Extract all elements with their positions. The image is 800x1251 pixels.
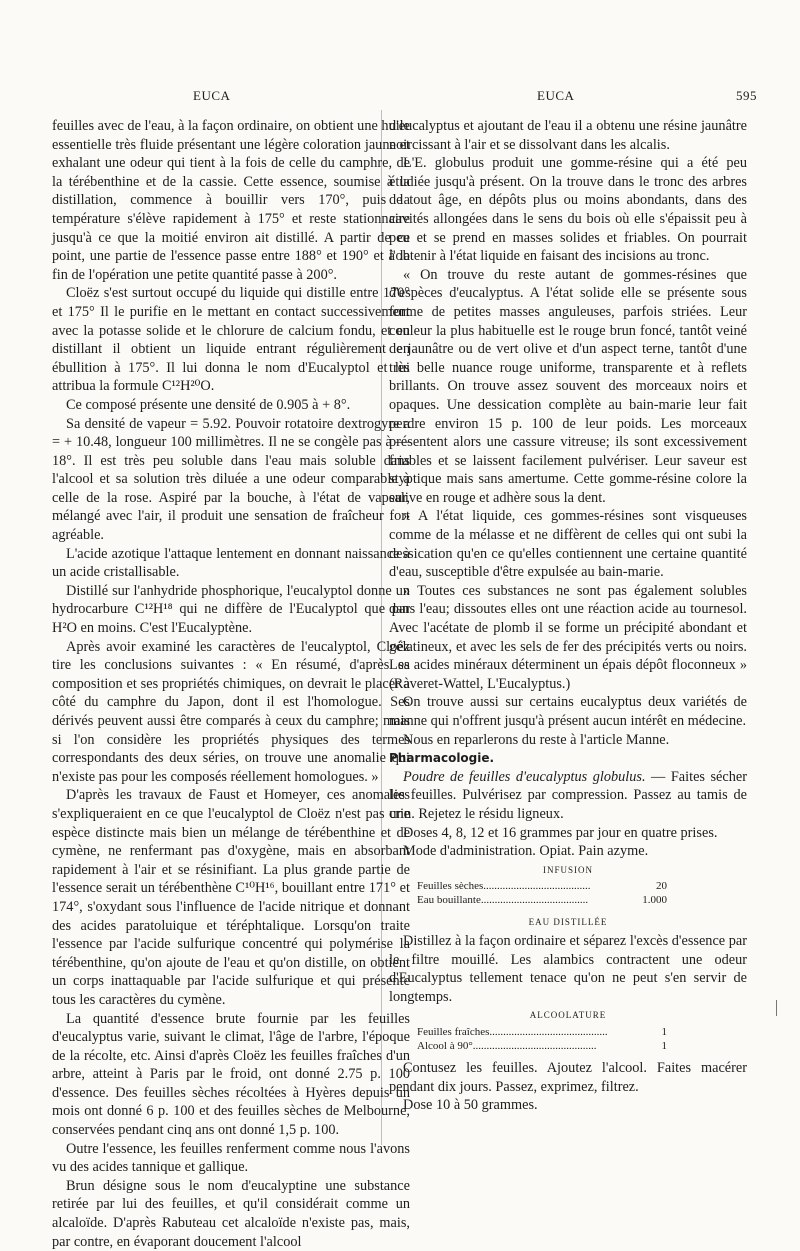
paragraph: Doses 4, 8, 12 et 16 grammes par jour en quatre prises.	[403, 824, 718, 841]
ingredient-name: Feuilles sèches.......................................	[417, 880, 591, 893]
ingredient-name: Eau bouillante.......................................	[417, 894, 589, 907]
ingredient-qty: 1	[661, 1039, 667, 1052]
paragraph: Ce composé présente une densité de 0.905 à + 8°.	[66, 396, 351, 413]
ingredient-name: Alcool à 90°.............................................	[417, 1039, 597, 1052]
paragraph: Distillé sur l'anhydride phosphorique, l'eucalyptol donne un hydrocarbure C¹²H¹⁸ qui ne diffère de l'Eucalyptol que par H²O en moins. C'est l'Eucalyptène.	[52, 582, 410, 637]
ingredient-qty: 20	[656, 880, 667, 893]
paragraph: Nous en reparlerons du reste à l'article Manne.	[403, 731, 670, 748]
paragraph: feuilles avec de l'eau, à la façon ordinaire, on obtient une huile essentielle très fluide présentant une légère coloration jaune et exhalant une odeur qui tient à la fois de celle du camphre, de la térébenthine et de la cassie. Cette essence, soumise à la distillation, commence à bouillir vers 170°, puis la température s'élève rapidement à 175° et reste stationnaire jusqu'à ce que la moitié environ ait distillé. A partir de ce point, une partie de l'essence passe entre 188° et 190° et à la fin de l'opération une petite quantité passe à 200°.	[52, 118, 410, 283]
running-head-left: EUCA	[193, 88, 231, 103]
table-row	[417, 893, 667, 907]
paragraph: Cloëz s'est surtout occupé du liquide qui distille entre 170° et 175° Il le purifie en le mettant en contact successivement avec la potasse solide et le chlorure de calcium fondu, et en distillant il obtient un liquide entrant régulièrement en ébullition à 175°. Il lui donna le nom d'Eucalyptol et lui attribua la formule C¹²H²⁰O.	[52, 285, 410, 395]
table-row	[417, 879, 667, 893]
paragraph: On trouve aussi sur certains eucalyptus deux variétés de manne qui n'offrent jusqu'à présent aucun intérêt en médecine.	[389, 694, 747, 729]
ingredient-qty: 1	[661, 1025, 667, 1038]
infusion-title: INFUSION	[542, 864, 593, 875]
page-number: 595	[736, 88, 757, 103]
infusion-table	[417, 879, 667, 907]
recipe-text: — Faites sécher les feuilles. Pulvérisez par compression. Passez au tamis de crin. Rejetez le résidu ligneux.	[389, 768, 747, 822]
paragraph: Dose 10 à 50 grammes.	[403, 1097, 538, 1114]
paragraph: L'E. globulus produit une gomme-résine qui a été peu étudiée jusqu'à présent. On la trouve dans le tronc des arbres de tout âge, en dépôts plus ou moins abondants, dans des cavités allongées dans le sens du bois où elle s'épaissit peu à peu et se prend en masses solides et friables. On pourrait l'obtenir à l'état liquide en faisant des incisions au tronc.	[389, 155, 747, 265]
alcoolature-table	[417, 1025, 667, 1053]
paragraph: Contusez les feuilles. Ajoutez l'alcool. Faites macérer pendant dix jours. Passez, exprimez, filtrez.	[389, 1059, 747, 1095]
paragraph: d'eucalyptus et ajoutant de l'eau il a obtenu une résine jaunâtre noircissant à l'air et se dissolvant dans les alcalis.	[389, 118, 747, 153]
paragraph: Brun désigne sous le nom d'eucalyptine une substance retirée par lui des feuilles, et qu'il considérait comme un alcaloïde. D'après Rabuteau cet alcaloïde n'existe pas, mais, par contre, en évaporant doucement l'alcool	[52, 1177, 410, 1250]
ingredient-name: Feuilles fraîches...........................................	[417, 1025, 608, 1038]
paragraph: » A l'état liquide, ces gommes-résines sont visqueuses comme de la mélasse et ne diffèrent de celles qui ont subi la dessication qu'en ce qu'elles contiennent une certaine quantité d'eau, susceptible d'être expulsée au bain-marie.	[389, 508, 747, 581]
table-row	[417, 1039, 667, 1053]
paragraph: « On trouve du reste autant de gommes-résines que d'espèces d'eucalyptus. A l'état solide elle se présente sous forme de petites masses anguleuses, parfois striées. Leur couleur la plus habituelle est le rouge brun foncé, tantôt veiné de jaunâtre ou de vert olive et d'un aspect terne, tantôt d'une très belle nuance rouge uniforme, transparente et à reflets brillants. On trouve assez souvent des morceaux noirs et opaques. Une dessication complète au bain-marie leur fait perdre environ 15 p. 100 de leur poids. Les morceaux présentent alors une cassure vitreuse; ils sont excessivement friables et se laissent facilement pulvériser. Leur saveur est styptique mais sans amertume. Cette gomme-résine colore la salive en rouge et adhère sous la dent.	[389, 266, 747, 506]
left-column	[52, 117, 410, 1251]
recipe-title: Poudre de feuilles d'eucalyptus globulus.	[403, 768, 646, 785]
paragraph: Outre l'essence, les feuilles renferment comme nous l'avons vu des acides tannique et gallique.	[52, 1140, 410, 1176]
paragraph: La quantité d'essence brute fournie par les feuilles d'eucalyptus varie, suivant le climat, l'âge de l'arbre, l'époque de la récolte, etc. Ainsi d'après Cloëz les feuilles fraîches d'un arbre, atteint à Paris par le froid, ont donné 2.75 p. 100 d'essence. Des feuilles sèches récoltées à Hyères depuis un mois ont donné 6 p. 100 et des feuilles sèches de Melbourne, conservées pendant cinq ans ont donné 1,5 p. 100.	[52, 1010, 410, 1139]
paragraph: Sa densité de vapeur = 5.92. Pouvoir rotatoire dextrogyre a = + 10.48, longueur 100 millimètres. Il ne se congèle pas à — 18°. Il est très peu soluble dans l'eau mais soluble dans l'alcool et sa solution très diluée a une odeur comparable à celle de la rose. Aspiré par la bouche, à l'état de vapeur, mélangé avec l'air, il produit une sensation de fraîcheur fort agréable.	[52, 415, 410, 544]
margin-mark	[776, 1000, 777, 1016]
paragraph: Après avoir examiné les caractères de l'eucalyptol, Cloëz tire les conclusions suivantes : « En résumé, d'après sa composition et ses propriétés chimiques, on devrait le placer à côté du camphre du Japon, dont il est l'homologue. Ses dérivés peuvent aussi être comparés à ceux du camphre; mais si l'on considère les propriétés physiques des termes correspondants des deux séries, on trouve une anomalie qui n'existe pas pour les composés réellement homologues. »	[52, 638, 410, 785]
running-head-center: EUCA	[537, 88, 575, 103]
paragraph: Distillez à la façon ordinaire et séparez l'excès d'essence par le filtre mouillé. Les alambics contractent une odeur d'Eucalyptus tellement tenace qu'on ne peut s'en servir de longtemps.	[389, 932, 747, 1005]
eau-distillee-title: EAU DISTILLÉE	[528, 917, 608, 928]
paragraph: D'après les travaux de Faust et Homeyer, ces anomalies s'expliqueraient en ce que l'eucalyptol de Cloëz n'est pas une espèce distincte mais bien un mélange de térébenthine et de cymène, ne renfermant pas d'oxygène, mais en absorbant rapidement à l'air et se résinifiant. La plus grande partie de l'essence serait un térébenthène C¹⁰H¹⁶, bouillant entre 171° et 174°, s'oxydant sous l'influence de l'acide nitrique et donnant des acides paratoluique et téréphtalique. Lorsqu'on traite l'essence par l'acide sulfurique concentré qui polymérise la térébenthine, qu'on ajoute de l'eau et qu'on distille, on obtient un corps inattaquable par l'acide sulfurique et qui présente tous les caractères du cymène.	[52, 787, 410, 1008]
alcoolature-title: ALCOOLATURE	[529, 1010, 607, 1021]
section-heading: Pharmacologie.	[389, 751, 495, 766]
paragraph: » Toutes ces substances ne sont pas également solubles dans l'eau; dissoutes elles ont une réaction acide au tournesol. Avec l'acétate de plomb il se forme un précipité abondant et gélatineux, et avec les sels de fer des précipités verts ou noirs. Les acides minéraux déterminent un épais dépôt floconneux » (Raveret-Wattel, L'Eucalyptus.)	[389, 582, 747, 692]
paragraph	[389, 768, 747, 824]
paragraph: Mode d'administration. Opiat. Pain azyme.	[403, 843, 649, 860]
ingredient-qty: 1.000	[642, 894, 667, 907]
table-row	[417, 1025, 667, 1039]
paragraph: L'acide azotique l'attaque lentement en donnant naissance à un acide cristallisable.	[52, 545, 410, 581]
right-column	[389, 117, 747, 1115]
